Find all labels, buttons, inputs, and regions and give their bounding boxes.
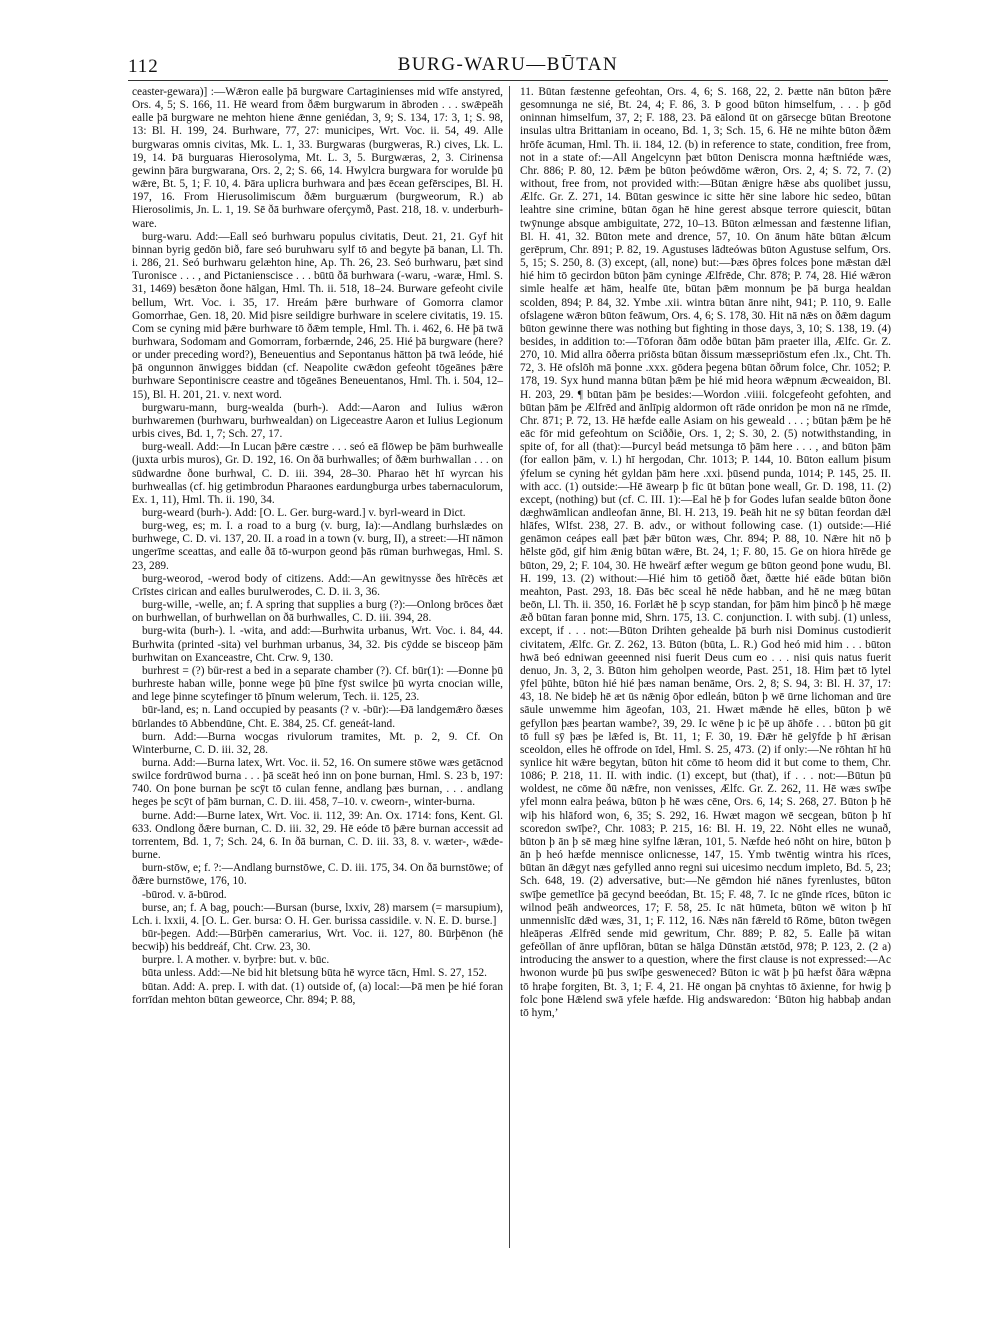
dictionary-entry: -būrod. v. ā-būrod. (142, 888, 227, 901)
header-rule (128, 80, 888, 81)
column-divider (509, 86, 510, 1248)
dictionary-entry: burna. Add:—Burna latex, Wrt. Voc. ii. 52, 16. On sumere stōwe wæs getācnod swilce fordrūwod burna . . . þā sceāt heó inn on þone burnan, Hml. S. 23 b, 197: 740. On þone burnan þe scȳt tō culan fenne, andlang þæs burnan, . . . andlang heges þe scȳt of þām burnan, C. D. iii. 458, 7–10. v. cweorn-, winter-burna. (132, 756, 503, 809)
dictionary-entry: burn. Add:—Burna wocgas rivulorum tramites, Mt. p. 2, 9. Cf. On Winterburne, C. D. iii. 32, 28. (132, 730, 503, 756)
dictionary-entry: burg-weg, es; m. I. a road to a burg (v. burg, Ia):—Andlang burhslædes on burhwege, C. D. vi. 137, 20. II. a road in a town (v. burg, II), a street:—Hī nāmon ungerīme sceattas, and ealle ðā tō-wurpon geond þās rūman burhwegas, Hml. S. 23, 289. (132, 520, 503, 572)
page-header (128, 56, 888, 80)
page-number: 112 (128, 56, 159, 77)
dictionary-entry: būta unless. Add:—Ne bid hit bletsung būta hē wyrce tācn, Hml. S. 27, 152. (142, 967, 487, 980)
dictionary-entry: burne. Add:—Burne latex, Wrt. Voc. ii. 112, 39: An. Ox. 1714: fons, Kent. Gl. 633. Ondlong ðǣre burnan, C. D. iii. 32, 29. Hē eóde tō þǣre burnan accessit ad torrentem, Bd. 1, 7; Sch. 24, 6. In ðā burnan, C. D. iii. 33, 8. v. wæter-, wǣde-burne. (132, 809, 503, 862)
dictionary-entry: burg-wita (burh-). l. -wita, and add:—Burhwita urbanus, Wrt. Voc. i. 84, 44. Burhwita (printed -sita) vel burhman urbanus, 34, 32. Þis cȳdde se bisceop þām burhwitan on Exanceastre, Cht. Crw. 9, 130. (132, 625, 503, 664)
dictionary-entry: būr-þegen. Add:—Būrþēn camerarius, Wrt. Voc. ii. 127, 80. Būrþēnon (hē becwiþ) his beddreáf, Cht. Crw. 23, 30. (132, 928, 503, 954)
left-column (132, 86, 503, 1007)
dictionary-entry: burg-waru. Add:—Eall seó burhwaru populus civitatis, Deut. 21, 21. Gyf hit binnan byrig gedōn bið, fare seó buruhwaru sylf tō and begyte þā banan, Ll. Th. i. 286, 21. Seó burhwaru gelæhton hine, Ap. Th. 26, 23. Seó burhwaru, þæt sind Turonisce . . . , and Pictanienscisce . . . būtū ðā burhwara (-waru, -waræ, Hml. S. 31, 1469) besǣton ðone hālgan, Hml. Th. ii. 518, 18–24. Burware gefeoht civile bellum, Wrt. Voc. i. 35, 17. Hreám þǣre burhware of Gomorra clamor Gomorrhae, Gen. 18, 20. Mid þisre seildigre burhware in scelere civitatis, 19. 15. Com se cyning mid þǣre burhware tō ðǣm temple, Hml. Th. i. 462, 6. Hē þā twā burhwara, Sodomam and Gomorram, forbærnde, 246, 25. Hié þā burgware (here? or under preceding word?), Beneuentius and Sepontanus hātton þā twā leóde, hié þā ongunnon ānwigges biddan (cf. Neapolite cwǣdon gefeoht tōgeānes þǣre burhware Sepontiniscre ceastre and tōgeānes Beneuentanos, Hml. Th. i. 504, 12–15), Bl. H. 201, 21. v. next word. (132, 230, 503, 401)
dictionary-entry: būr-land, es; n. Land occupied by peasants (? v. -būr):—Ðā landgemǣro ðæses būrlandes tō Abbendūne, Cht. E. 384, 25. Cf. geneát-land. (132, 704, 503, 730)
dictionary-entry: ceaster-gewara)] :—Wǣron ealle þā burgware Cartaginienses mid wīfe anstyred, Ors. 4, 5; S. 166, 11. Hē weard from ðǣm burgwarum in ābroden . . . swǣpeāh ealle þā burgware ne mehton hiene ǣnne geniédan, 3, 9; S. 134, 17: 3, 1; S. 98, 13: Bl. H. 199, 24. Burhware, 77, 27: municipes, Wrt. Voc. ii. 54, 49. Alle burgwaras omnis civitas, Mk. L. 1, 33. Burgwaras (burgweras, R.) cives, Lk. L. 19, 14. Þā burguaras Hierosolyma, Mt. L. 3, 5. Burgwæras, 2, 3. Cirinensa gewinn þāra burgwarana, Ors. 2, 2; S. 66, 14. Hwylcra burgwara for worulde þū wǣre, Bt. 5, 1; F. 10, 4. Þāra uplicra burhwara and þæs ēcean gefērscipes, Bl. H. 197, 16. From Hierusolimiscum ðǣm burguærum (burgweorum, R.) ab Hierosolimis, Jn. L. 1, 19. Sē ðā burhware oferçymð, Past. 218, 18. v. underburh-ware. (132, 86, 503, 230)
dictionary-entry: burg-weall. Add:—In Lucan þǣre cæstre . . . seó eā flōwep be þām burhwealle (juxta urbis muros), Gr. D. 192, 16. On ðā burhwalles; of ðǣm burhwallan . . . on sūdwardne ðone burhwal, C. D. iii. 394, 28–30. Pharao hēt hī wyrcan his burhweallas (cf. hig getimbrodun Pharaones eardungburga urbes tabernaculorum, Ex. 1, 11), Hml. Th. ii. 190, 34. (132, 441, 503, 506)
dictionary-entry: burhrest = (?) bür-rest a bed in a separate chamber (?). Cf. būr(1): —Ðonne þū burhreste haban wille, þonne wege þū þīne fȳst swilce þū wyrta cnocian wille, and lege þinne scytefinger tō þīnum welerum, Tech. ii. 125, 23. (132, 664, 503, 704)
dictionary-entry: burpre. l. A mother. v. byrþre: but. v. būc. (142, 954, 330, 967)
dictionary-entry: būtan. Add: A. prep. I. with dat. (1) outside of, (a) local:—Þā men þe hié foran forrīdan mehton būtan geweorce, Chr. 894; P. 88, (132, 980, 503, 1006)
dictionary-entry: burg-weard (burh-). Add: [O. L. Ger. burg-ward.] v. byrl-weard in Dict. (142, 507, 466, 519)
dictionary-entry: burgwaru-mann, burg-wealda (burh-). Add:—Aaron and Iulius wǣron burhwaremen (burhwaru, burhwealdan) on Ligeceastre Aaron et Iulius Legionum urbis cives, Bd. 1, 7; Sch. 27, 17. (132, 401, 503, 441)
dictionary-entry: burse, an; f. A bag, pouch:—Bursan (burse, lxxiv, 28) marsem (= marsupium), Lch. i. lxxii, 4. [O. L. Ger. bursa: O. H. Ger. burissa cassidile. v. N. E. D. burse.] (132, 901, 503, 927)
right-column (520, 86, 891, 1020)
dictionary-entry: burg-weorod, -werod body of citizens. Add:—An gewitnysse ðes hīrēcēs æt Crīstes cirican and ealles burulwerodes, C. D. ii. 3, 36. (132, 572, 503, 598)
dictionary-entry: burg-wille, -welle, an; f. A spring that supplies a burg (?):—Onlong brōces ðæt on burhwellan, of burhwellan on ðā burhwalles, C. D. iii. 394, 28. (132, 599, 503, 625)
dictionary-entry: burn-stōw, e; f. ?:—Andlang burnstōwe, C. D. iii. 175, 34. On ðā burnstōwe; of ðǣre burnstōwe, 176, 10. (132, 862, 503, 888)
running-head: BURG-WARU—BŪTAN (397, 54, 619, 75)
dictionary-entry: 11. Būtan fæstenne gefeohtan, Ors. 4, 6; S. 168, 22, 2. Þætte nān būton þǣre gesomnunga ne sié, Bt. 24, 4; F. 86, 3. Þ good būton himselfum, . . . þ gōd oninnan himselfum, 37, 2; F. 188, 23. Þā eālond ūt on gārsecge būtan Breotone insulas ultra Brittaniam in oceano, Bd. 1, 3; Sch. 15, 6. Hē ne mihte būton ðǣm hrōfe ācuman, Hml. Th. ii. 184, 12. (b) in reference to state, condition, free from, not in a state of:—All Angelcynn þæt būton Deniscra monna hæftniéde wæs, Chr. 886; P. 80, 12. Þǣm þe būton þeówdōme wǣron, Ors. 2, 4; S. 72, 7. (2) without, free from, not provided with:—Būtan ǣnigre hǣse abs quolibet jussu, Ælfc. Gr. Z. 271, 14. Būtan geswince ic sitte hēr sine labore hic sedeo, būtan leahtre sine crimine, būtan ōgan hē hine gerest absque terrore quiescit, būtan twȳnunge absque ambiguitate, 272, 10–13. Būton ælmessan and fæstenne lifian, Bl. H. 41, 32. Būton mete and drence, 57, 10. On ānum hāte būtan ǣlcum gerēprum, Chr. 891; P. 82, 19. Agustuses lādteówas būton Agustuse selfum, Ors. 5, 15; S. 250, 8. (3) except, (all, none) but:—Þæs ōþres folces þone mǣstan dǣl hié him tō gecirdon būton þām cyninge Ælfrēde, Chr. 878; P. 74, 28. Hié wǣron simle healfe æt hām, healfe ūte, būtan þǣm monnum þe þā burga healdan scolden, 894; P. 84, 32. Ymbe .xii. wintra būtan ānre niht, 941; P. 110, 9. Ealle ofslagene wǣron būton feāwum, Ors. 4, 6; S. 178, 30. Hit nā nǣs on ðǣm dagum būton gewinne there was nothing but fighting in those days, 3, 10; S. 138, 19. (4) besides, in addition to:—Tōforan ðām odðe būtan þām praeter illa, Ælfc. Gr. Z. 270, 10. Mid allra ōðerra priōsta būtan ðissum mæssepriōstum efen .lx., Cht. Th. 72, 3. Hē ofslōh mā þonne .xxx. gōdera þegena būtan ōðrum folce, Chr. 1052; P. 178, 19. Syx hund manna būtan þǣm þe hié mid heora wǣpnum ǣcweaidon, Bl. H. 203, 29. ¶ būtan þām þe besides:—Wordon .viiii. folcgefeoht gefohten, and būtan þām þe Ælfrēd and ānlīpig aldormon oft rāde onridon þe mon nā ne rīmde, Chr. 871; P. 72, 13. Hē hæfde ealle Asiam on his geweald . . . ; būtan þǣm þe hē eāc fōr mid gefeohtum on Sciððie, Ors. 1, 2; S. 30, 2. (5) notwithstanding, in spite of, for all (that):—Þurcyl beád metsunga tō þām here . . . , and būton þām (for eallon þām, v. l.) hī hergodan, Chr. 1013; P. 144, 10. Būton eallum þisum ýfelum se cyning hét gyldan þām here .xxi. þūsend punda, 1014; P. 145, 25. II. with acc. (1) outside:—Hē āwearp þ fic ūt būtan þone weall, Gr. D. 198, 11. (2) except, (nothing) but (cf. C. III. 1):—Eal hē þ for Godes lufan sealde būton ðone dæghwāmlican andleofan ānne, Bl. H. 213, 19. Þeāh hit ne sȳ būtan feordan dǣl hlāfes, Wlfst. 238, 27. B. adv., or without following case. (1) outside:—Hié genāmon ceápes eall þæt þǣr būton wæs, Chr. 894; P. 88, 10. Nǣre hit nō þ hēlste gōd, gif him ǣnig būtan wǣre, Bt. 24, 1; F. 80, 15. Ge on hiora hīrēde ge būton, 29, 2; F. 104, 30. Hē hweärf æfter wegum ge būton geond þone wudu, Bl. H. 199, 13. (2) without:—Hié him tō getiōð ðæt, ðætte hié eāde būtan biōn meahton, Past. 293, 18. Ðās bēc sceal hē nēde habban, and hē ne mæg būtan beōn, Ll. Th. ii. 350, 16. Forlǣt hē þ scyp standan, for þām him þincð þ hē mæge ǣð būtan faran þonne mid, Shrn. 175, 13. C. conjunction. I. with subj. (1) unless, except, if . . . not:—Būton Drihten gehealde þā burh nisi Dominus custodierit civitatem, Ælfc. Gr. Z. 262, 13. Būton (būta, L. R.) God heó mid him . . . būton hwā beó edniwan geeenned nisi fuerit Deus cum eo . . . nisi quis natus fuerit denuo, Jn. 3, 2, 3. Būton him geholpen weorde, Past. 251, 18. Him þæt tō lytel ȳfel þūhte, būton hié hié þæs naman benāme, Ors. 2, 8; S. 94, 3: Bl. H. 37, 17: 43, 18. Ne bideþ hē æt ūs nǣnig ōþor edleán, būton þ wē ūrne lichoman and ūre sāule unwemme him āgeofan, 103, 21. Hwæt mǣnde hē elles, būton þ wē gefyllon þæs þeartan wambe?, 39, 29. Ic wēne þ ic þē up āhōfe . . . būton þū git tō full sȳ þæs þe lǣfed is, Bt. 11, 1; F. 30, 19. Ðǣr hē gelȳfde þ hī ǣrisan sceoldon, elles hē offrode on īdel, Hml. S. 25, 473. (2) if only:—Ne rōhtan hī hū synlice hit wǣre begytan, būton hit cōme tō heom did it but come to them, Chr. 1086; P. 218, 11. II. with indic. (1) except, but (that), if . . . not:—Būtun þū woldest, ne cōme ðū nǣfre, non venisses, Ælfc. Gr. Z. 262, 11. Hē wæs swīþe yfel monn ealra þeáwa, būton þ hē wæs cēne, Ors. 6, 14; S. 268, 27. Būton þ hē wiþ his hlāford won, 6, 35; S. 292, 16. Hwæt magon wē secgean, būton þ hī scoredon swīþe?, Chr. 1083; P. 215, 16: Bl. H. 19, 22. Nōht elles ne wunað, būton þ ān þ sē mæg hine sylfne lǣran, 101, 5. Næfde heó nōht on hire, būton þ ān þ heó hæfde mennisce onlicnesse, 147, 15. Ymb twēntig wintra his rīces, būtan ān dǣgyt næs gefylled anno regni sui uicesimo necdum impleto, Bd. 5, 23; Sch. 648, 19. (2) adversative, but:—Ne gēmdon hié nānes fyrenlustes, būton swīþe gemetlīce þā gecynd beeódan, Bt. 15; F. 48, 7. Ic ne gīnde rīces, būton ic wilnod þeāh andweorces, 17; F. 58, 25. Ic nāt hūmeta, būton wē witon þ hī unmennislīc dǣd wæs, 31, 1; F. 112, 16. Nǣs nān fǣreld tō Rōme, būton twēgen hleāperas Ælfrēd sende mid gewritum, Chr. 889; P. 82, 5. Ealle þā witan gefeōllan of ānre upflōran, būtan se hālga Dūnstān ætstōd, 978; P. 123, 2. (2 a) introducing the answer to a question, where the first clause is not expressed:—Ac hwonon wurde þū þus swīþe gesweneced? Būton ic wāt þ þū hæfst ðāra wǣpna tō hraþe forgiten, Bt. 3, 1; F. 4, 21. Hē ongan þā cnyhtas tō āxienne, for hwig þ folc þone Hǣlend swā yfele hæfde. Hig andswaredon: ‘Būton hig habbaþ andan tō hym,’ (520, 86, 891, 1019)
